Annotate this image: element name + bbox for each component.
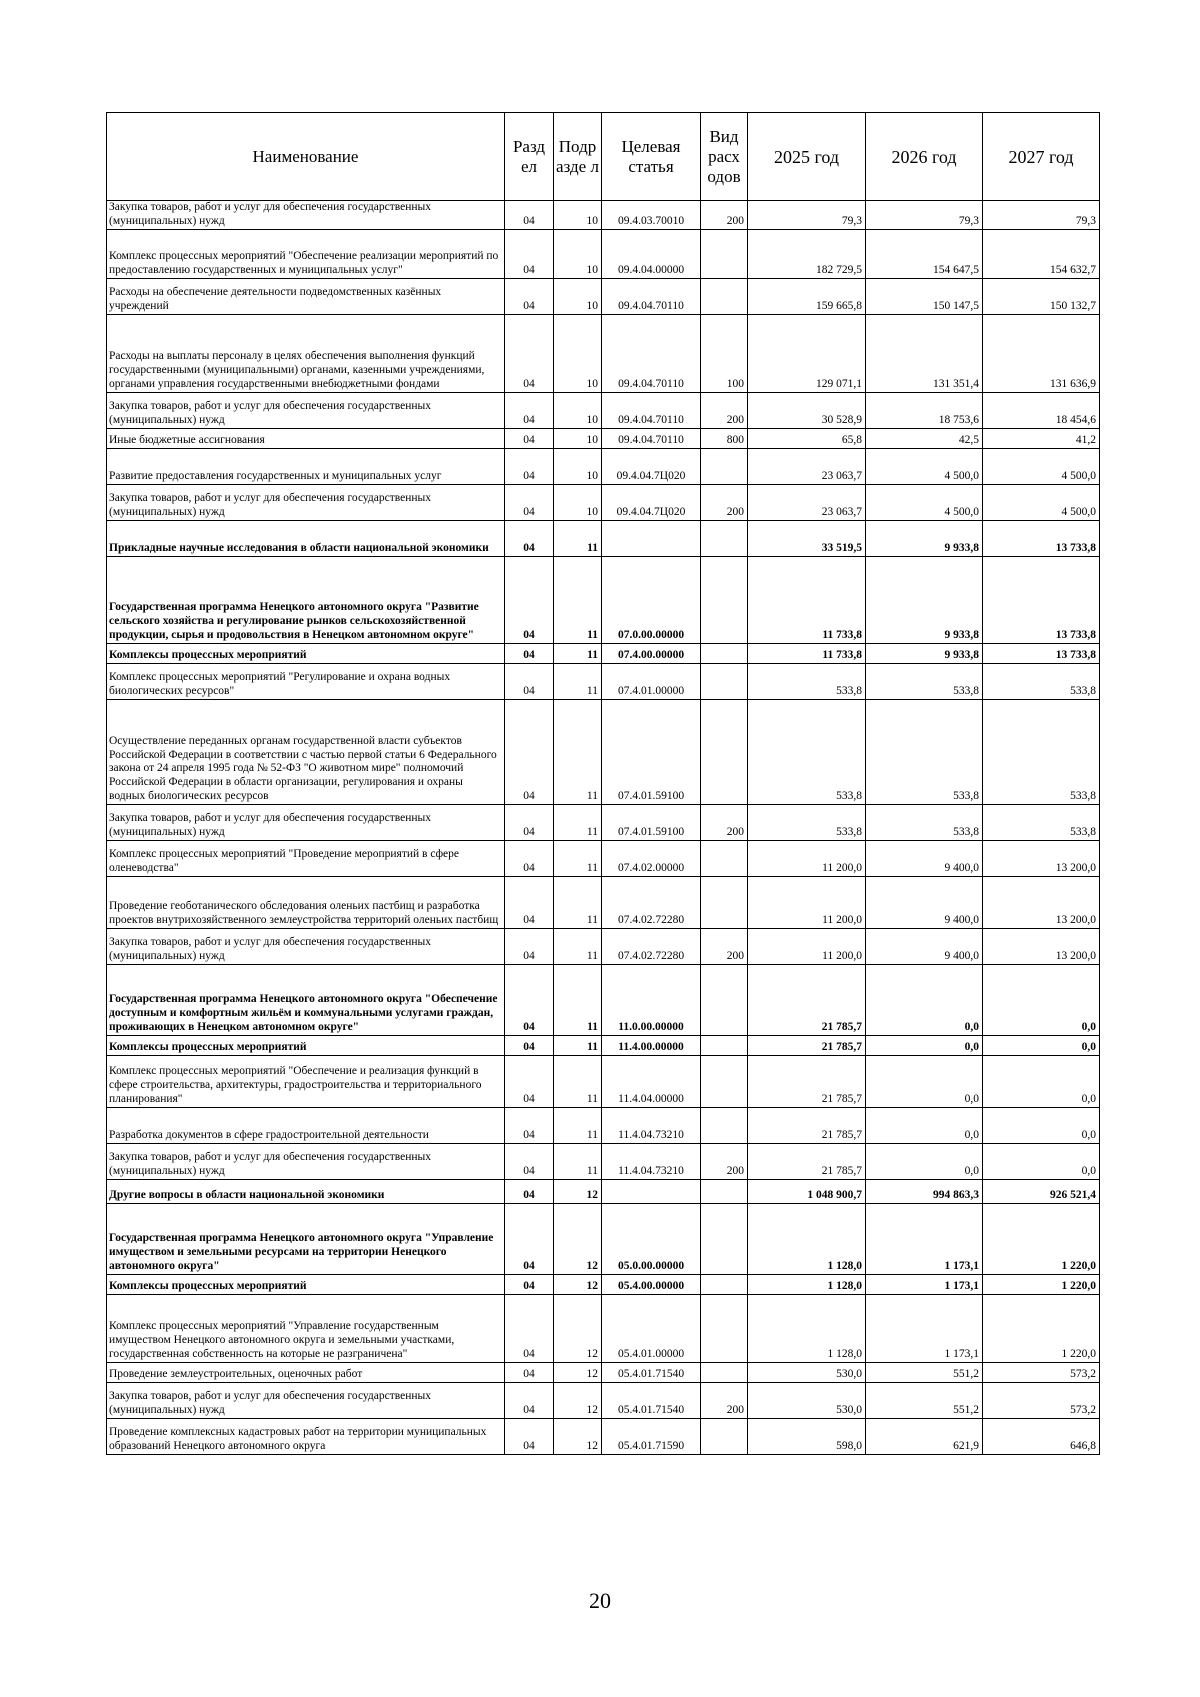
- cell-podrazdel: 11: [554, 557, 602, 644]
- cell-razdel: 04: [505, 485, 554, 521]
- cell-tselevaya-statya: 07.4.02.72280: [602, 877, 701, 929]
- table-row: [107, 429, 1100, 449]
- cell-vid-rashodov: 800: [701, 429, 748, 449]
- cell-razdel: 04: [505, 700, 554, 805]
- cell-podrazdel: 12: [554, 1204, 602, 1275]
- cell-vid-rashodov: [701, 965, 748, 1036]
- cell-2025: 79,3: [748, 201, 866, 230]
- cell-2025: 33 519,5: [748, 521, 866, 557]
- cell-2027: 13 200,0: [983, 841, 1100, 877]
- table-row: [107, 201, 1100, 230]
- cell-2025: 129 071,1: [748, 315, 866, 393]
- cell-2027: 13 200,0: [983, 929, 1100, 965]
- header-podrazdel: Подр азде л: [554, 113, 602, 201]
- cell-razdel: 04: [505, 929, 554, 965]
- cell-vid-rashodov: 100: [701, 315, 748, 393]
- cell-tselevaya-statya: 11.0.00.00000: [602, 965, 701, 1036]
- cell-2026: 551,2: [866, 1363, 983, 1383]
- cell-tselevaya-statya: 11.4.00.00000: [602, 1036, 701, 1056]
- cell-2027: 573,2: [983, 1383, 1100, 1419]
- cell-2025: 533,8: [748, 700, 866, 805]
- cell-2025: 182 729,5: [748, 230, 866, 279]
- cell-podrazdel: 10: [554, 315, 602, 393]
- cell-2026: 551,2: [866, 1383, 983, 1419]
- cell-name: Комплекс процессных мероприятий "Проведение мероприятий в сфере оленеводства": [107, 841, 505, 877]
- cell-vid-rashodov: [701, 841, 748, 877]
- cell-2027: 646,8: [983, 1419, 1100, 1455]
- cell-2027: 13 733,8: [983, 557, 1100, 644]
- cell-razdel: 04: [505, 965, 554, 1036]
- cell-vid-rashodov: [701, 521, 748, 557]
- cell-2027: 0,0: [983, 1056, 1100, 1108]
- table-row: [107, 1419, 1100, 1455]
- cell-podrazdel: 11: [554, 877, 602, 929]
- table-row: [107, 485, 1100, 521]
- cell-podrazdel: 11: [554, 700, 602, 805]
- cell-vid-rashodov: [701, 1419, 748, 1455]
- cell-2027: 79,3: [983, 201, 1100, 230]
- cell-2027: 131 636,9: [983, 315, 1100, 393]
- cell-podrazdel: 10: [554, 449, 602, 485]
- cell-razdel: 04: [505, 664, 554, 700]
- cell-2026: 533,8: [866, 700, 983, 805]
- cell-razdel: 04: [505, 1108, 554, 1144]
- cell-2025: 530,0: [748, 1363, 866, 1383]
- cell-razdel: 04: [505, 449, 554, 485]
- cell-podrazdel: 12: [554, 1180, 602, 1204]
- cell-vid-rashodov: 200: [701, 1383, 748, 1419]
- cell-tselevaya-statya: 05.4.01.71540: [602, 1363, 701, 1383]
- table-row: [107, 1144, 1100, 1180]
- header-razdel: Разд ел: [505, 113, 554, 201]
- cell-razdel: 04: [505, 429, 554, 449]
- cell-2025: 530,0: [748, 1383, 866, 1419]
- table-row: [107, 1180, 1100, 1204]
- cell-tselevaya-statya: 07.0.00.00000: [602, 557, 701, 644]
- cell-2025: 598,0: [748, 1419, 866, 1455]
- cell-2025: 159 665,8: [748, 279, 866, 315]
- cell-name: Государственная программа Ненецкого автономного округа "Обеспечение доступным и комфортным жильём и коммунальными услугами граждан, проживающих в Ненецком автономном округе": [107, 965, 505, 1036]
- cell-2026: 994 863,3: [866, 1180, 983, 1204]
- cell-vid-rashodov: [701, 557, 748, 644]
- cell-razdel: 04: [505, 1204, 554, 1275]
- cell-2027: 154 632,7: [983, 230, 1100, 279]
- cell-name: Проведение землеустроительных, оценочных работ: [107, 1363, 505, 1383]
- table-row: [107, 700, 1100, 805]
- cell-tselevaya-statya: 09.4.04.70110: [602, 279, 701, 315]
- cell-2026: 0,0: [866, 1144, 983, 1180]
- cell-2026: 1 173,1: [866, 1275, 983, 1295]
- cell-vid-rashodov: 200: [701, 485, 748, 521]
- cell-tselevaya-statya: 09.4.04.00000: [602, 230, 701, 279]
- cell-razdel: 04: [505, 230, 554, 279]
- cell-podrazdel: 12: [554, 1295, 602, 1363]
- cell-2027: 4 500,0: [983, 485, 1100, 521]
- table-row: [107, 1036, 1100, 1056]
- cell-vid-rashodov: [701, 1275, 748, 1295]
- cell-tselevaya-statya: 05.0.00.00000: [602, 1204, 701, 1275]
- cell-vid-rashodov: [701, 449, 748, 485]
- table-row: [107, 230, 1100, 279]
- cell-name: Комплекс процессных мероприятий "Управление государственным имуществом Ненецкого автономного округа и земельными участками, государственная собственность на которые не разграничена": [107, 1295, 505, 1363]
- cell-podrazdel: 11: [554, 644, 602, 664]
- cell-2027: 0,0: [983, 1108, 1100, 1144]
- cell-vid-rashodov: [701, 1180, 748, 1204]
- cell-vid-rashodov: [701, 644, 748, 664]
- table-row: [107, 1108, 1100, 1144]
- cell-2027: 13 200,0: [983, 877, 1100, 929]
- cell-name: Государственная программа Ненецкого автономного округа "Управление имуществом и земельными ресурсами на территории Ненецкого автономного округа": [107, 1204, 505, 1275]
- cell-2026: 0,0: [866, 1056, 983, 1108]
- cell-tselevaya-statya: 07.4.02.72280: [602, 929, 701, 965]
- table-row: [107, 521, 1100, 557]
- cell-razdel: 04: [505, 1275, 554, 1295]
- cell-2027: 573,2: [983, 1363, 1100, 1383]
- cell-2027: 13 733,8: [983, 521, 1100, 557]
- budget-table: [106, 112, 1100, 1455]
- cell-2026: 0,0: [866, 1108, 983, 1144]
- cell-podrazdel: 12: [554, 1363, 602, 1383]
- cell-razdel: 04: [505, 1363, 554, 1383]
- cell-2025: 11 733,8: [748, 557, 866, 644]
- cell-2025: 30 528,9: [748, 393, 866, 429]
- cell-2026: 0,0: [866, 965, 983, 1036]
- cell-podrazdel: 11: [554, 1108, 602, 1144]
- cell-name: Комплексы процессных мероприятий: [107, 1275, 505, 1295]
- table-row: [107, 449, 1100, 485]
- cell-podrazdel: 11: [554, 805, 602, 841]
- cell-name: Разработка документов в сфере градостроительной деятельности: [107, 1108, 505, 1144]
- table-row: [107, 1056, 1100, 1108]
- cell-2026: 0,0: [866, 1036, 983, 1056]
- cell-tselevaya-statya: 07.4.02.00000: [602, 841, 701, 877]
- cell-name: Закупка товаров, работ и услуг для обеспечения государственных (муниципальных) нужд: [107, 393, 505, 429]
- cell-vid-rashodov: [701, 279, 748, 315]
- cell-name: Проведение геоботанического обследования оленьих пастбищ и разработка проектов внутрихозяйственного землеустройства территорий оленьих пастбищ: [107, 877, 505, 929]
- cell-vid-rashodov: [701, 1363, 748, 1383]
- cell-2025: 533,8: [748, 664, 866, 700]
- cell-2026: 9 933,8: [866, 521, 983, 557]
- cell-name: Расходы на выплаты персоналу в целях обеспечения выполнения функций государственными (муниципальными) органами, казенными учреждениями, органами управления государственными внебюджетными фондами: [107, 315, 505, 393]
- cell-tselevaya-statya: 07.4.01.59100: [602, 805, 701, 841]
- cell-2026: 9 933,8: [866, 557, 983, 644]
- cell-tselevaya-statya: 07.4.01.59100: [602, 700, 701, 805]
- cell-name: Осуществление переданных органам государственной власти субъектов Российской Федерации в соответствии с частью первой статьи 6 Федерального закона от 24 апреля 1995 года № 52-ФЗ "О животном мире" полномочий Российской Федерации в области организации, регулирования и охраны водных биологических ресурсов: [107, 700, 505, 805]
- cell-2026: 9 400,0: [866, 929, 983, 965]
- cell-2025: 533,8: [748, 805, 866, 841]
- cell-name: Закупка товаров, работ и услуг для обеспечения государственных (муниципальных) нужд: [107, 805, 505, 841]
- cell-2027: 0,0: [983, 965, 1100, 1036]
- header-tselevaya-statya: Целевая статья: [602, 113, 701, 201]
- cell-2025: 11 200,0: [748, 929, 866, 965]
- cell-2027: 926 521,4: [983, 1180, 1100, 1204]
- cell-2027: 533,8: [983, 700, 1100, 805]
- cell-podrazdel: 10: [554, 279, 602, 315]
- cell-podrazdel: 11: [554, 841, 602, 877]
- cell-podrazdel: 11: [554, 1056, 602, 1108]
- cell-name: Комплекс процессных мероприятий "Регулирование и охрана водных биологических ресурсов": [107, 664, 505, 700]
- cell-2026: 9 400,0: [866, 841, 983, 877]
- cell-2025: 21 785,7: [748, 1056, 866, 1108]
- cell-2025: 1 128,0: [748, 1295, 866, 1363]
- cell-vid-rashodov: [701, 700, 748, 805]
- cell-razdel: 04: [505, 1419, 554, 1455]
- cell-tselevaya-statya: 05.4.01.71540: [602, 1383, 701, 1419]
- cell-2026: 533,8: [866, 805, 983, 841]
- cell-2026: 131 351,4: [866, 315, 983, 393]
- header-vid-rashodov: Вид расх одов: [701, 113, 748, 201]
- cell-2027: 150 132,7: [983, 279, 1100, 315]
- cell-2027: 0,0: [983, 1036, 1100, 1056]
- table-row: [107, 841, 1100, 877]
- cell-podrazdel: 11: [554, 521, 602, 557]
- cell-tselevaya-statya: 09.4.04.7Ц020: [602, 449, 701, 485]
- cell-razdel: 04: [505, 1295, 554, 1363]
- cell-tselevaya-statya: 07.4.01.00000: [602, 664, 701, 700]
- cell-2027: 1 220,0: [983, 1295, 1100, 1363]
- cell-name: Комплексы процессных мероприятий: [107, 644, 505, 664]
- header-2025: 2025 год: [748, 113, 866, 201]
- cell-vid-rashodov: 200: [701, 805, 748, 841]
- cell-2025: 21 785,7: [748, 1036, 866, 1056]
- cell-2027: 18 454,6: [983, 393, 1100, 429]
- table-row: [107, 805, 1100, 841]
- table-row: [107, 1383, 1100, 1419]
- cell-razdel: 04: [505, 1144, 554, 1180]
- cell-razdel: 04: [505, 521, 554, 557]
- cell-podrazdel: 10: [554, 201, 602, 230]
- cell-podrazdel: 12: [554, 1275, 602, 1295]
- cell-podrazdel: 12: [554, 1383, 602, 1419]
- cell-tselevaya-statya: 09.4.04.70110: [602, 315, 701, 393]
- cell-name: Закупка товаров, работ и услуг для обеспечения государственных (муниципальных) нужд: [107, 1383, 505, 1419]
- cell-2027: 533,8: [983, 805, 1100, 841]
- cell-razdel: 04: [505, 1036, 554, 1056]
- cell-razdel: 04: [505, 279, 554, 315]
- cell-tselevaya-statya: 09.4.04.70110: [602, 393, 701, 429]
- cell-2027: 1 220,0: [983, 1275, 1100, 1295]
- cell-podrazdel: 10: [554, 230, 602, 279]
- cell-vid-rashodov: 200: [701, 201, 748, 230]
- cell-2026: 1 173,1: [866, 1204, 983, 1275]
- cell-2026: 18 753,6: [866, 393, 983, 429]
- cell-2026: 150 147,5: [866, 279, 983, 315]
- cell-tselevaya-statya: 05.4.00.00000: [602, 1275, 701, 1295]
- table-row: [107, 1204, 1100, 1275]
- cell-2025: 11 200,0: [748, 841, 866, 877]
- cell-name: Комплекс процессных мероприятий "Обеспечение и реализация функций в сфере строительства, архитектуры, градостроительства и территориального планирования": [107, 1056, 505, 1108]
- cell-tselevaya-statya: 09.4.03.70010: [602, 201, 701, 230]
- cell-podrazdel: 10: [554, 393, 602, 429]
- cell-name: Комплексы процессных мероприятий: [107, 1036, 505, 1056]
- cell-name: Прикладные научные исследования в области национальной экономики: [107, 521, 505, 557]
- table-body: [107, 201, 1100, 1455]
- cell-2026: 4 500,0: [866, 449, 983, 485]
- cell-vid-rashodov: 200: [701, 393, 748, 429]
- table-row: [107, 279, 1100, 315]
- cell-2026: 79,3: [866, 201, 983, 230]
- cell-vid-rashodov: [701, 1295, 748, 1363]
- cell-2025: 11 200,0: [748, 877, 866, 929]
- cell-name: Закупка товаров, работ и услуг для обеспечения государственных (муниципальных) нужд: [107, 485, 505, 521]
- cell-name: Иные бюджетные ассигнования: [107, 429, 505, 449]
- cell-podrazdel: 11: [554, 929, 602, 965]
- cell-2026: 154 647,5: [866, 230, 983, 279]
- table-row: [107, 644, 1100, 664]
- cell-razdel: 04: [505, 315, 554, 393]
- cell-tselevaya-statya: 09.4.04.70110: [602, 429, 701, 449]
- table-row: [107, 965, 1100, 1036]
- cell-2026: 42,5: [866, 429, 983, 449]
- cell-vid-rashodov: [701, 664, 748, 700]
- cell-vid-rashodov: [701, 230, 748, 279]
- table-row: [107, 1363, 1100, 1383]
- cell-name: Закупка товаров, работ и услуг для обеспечения государственных (муниципальных) нужд: [107, 201, 505, 230]
- cell-tselevaya-statya: 11.4.04.73210: [602, 1144, 701, 1180]
- cell-2026: 1 173,1: [866, 1295, 983, 1363]
- cell-2026: 621,9: [866, 1419, 983, 1455]
- cell-podrazdel: 11: [554, 664, 602, 700]
- cell-2025: 21 785,7: [748, 1144, 866, 1180]
- cell-2026: 9 933,8: [866, 644, 983, 664]
- cell-name: Государственная программа Ненецкого автономного округа "Развитие сельского хозяйства и регулирование рынков сельскохозяйственной продукции, сырья и продовольствия в Ненецком автономном округе": [107, 557, 505, 644]
- cell-razdel: 04: [505, 805, 554, 841]
- cell-razdel: 04: [505, 644, 554, 664]
- cell-name: Комплекс процессных мероприятий "Обеспечение реализации мероприятий по предоставлению государственных и муниципальных услуг": [107, 230, 505, 279]
- cell-name: Расходы на обеспечение деятельности подведомственных казённых учреждений: [107, 279, 505, 315]
- table-row: [107, 877, 1100, 929]
- cell-2027: 533,8: [983, 664, 1100, 700]
- table-row: [107, 1295, 1100, 1363]
- cell-podrazdel: 10: [554, 429, 602, 449]
- cell-2025: 21 785,7: [748, 965, 866, 1036]
- cell-2025: 21 785,7: [748, 1108, 866, 1144]
- cell-tselevaya-statya: 05.4.01.71590: [602, 1419, 701, 1455]
- cell-vid-rashodov: 200: [701, 1144, 748, 1180]
- cell-tselevaya-statya: 09.4.04.7Ц020: [602, 485, 701, 521]
- table-row: [107, 1275, 1100, 1295]
- cell-2025: 1 048 900,7: [748, 1180, 866, 1204]
- cell-razdel: 04: [505, 1056, 554, 1108]
- cell-razdel: 04: [505, 841, 554, 877]
- page-number: 20: [589, 1588, 611, 1613]
- cell-tselevaya-statya: 11.4.04.00000: [602, 1056, 701, 1108]
- cell-2027: 41,2: [983, 429, 1100, 449]
- cell-2027: 0,0: [983, 1144, 1100, 1180]
- cell-name: Развитие предоставления государственных и муниципальных услуг: [107, 449, 505, 485]
- cell-podrazdel: 11: [554, 1036, 602, 1056]
- cell-tselevaya-statya: 07.4.00.00000: [602, 644, 701, 664]
- table-row: [107, 557, 1100, 644]
- cell-2025: 1 128,0: [748, 1275, 866, 1295]
- header-name: Наименование: [107, 113, 505, 201]
- cell-2027: 1 220,0: [983, 1204, 1100, 1275]
- cell-podrazdel: 10: [554, 485, 602, 521]
- cell-razdel: 04: [505, 557, 554, 644]
- cell-2025: 23 063,7: [748, 485, 866, 521]
- cell-2026: 533,8: [866, 664, 983, 700]
- table-row: [107, 664, 1100, 700]
- cell-podrazdel: 12: [554, 1419, 602, 1455]
- cell-vid-rashodov: [701, 1108, 748, 1144]
- cell-2025: 1 128,0: [748, 1204, 866, 1275]
- cell-vid-rashodov: [701, 1036, 748, 1056]
- cell-name: Проведение комплексных кадастровых работ на территории муниципальных образований Ненецкого автономного округа: [107, 1419, 505, 1455]
- cell-podrazdel: 11: [554, 965, 602, 1036]
- table-row: [107, 929, 1100, 965]
- cell-2025: 11 733,8: [748, 644, 866, 664]
- cell-vid-rashodov: [701, 1204, 748, 1275]
- table-row: [107, 315, 1100, 393]
- header-2026: 2026 год: [866, 113, 983, 201]
- cell-2027: 4 500,0: [983, 449, 1100, 485]
- cell-vid-rashodov: [701, 877, 748, 929]
- cell-tselevaya-statya: [602, 1180, 701, 1204]
- cell-razdel: 04: [505, 201, 554, 230]
- header-row: [107, 113, 1100, 201]
- header-2027: 2027 год: [983, 113, 1100, 201]
- cell-razdel: 04: [505, 393, 554, 429]
- cell-tselevaya-statya: 11.4.04.73210: [602, 1108, 701, 1144]
- cell-razdel: 04: [505, 1180, 554, 1204]
- cell-podrazdel: 11: [554, 1144, 602, 1180]
- cell-2025: 23 063,7: [748, 449, 866, 485]
- cell-vid-rashodov: 200: [701, 929, 748, 965]
- cell-name: Закупка товаров, работ и услуг для обеспечения государственных (муниципальных) нужд: [107, 929, 505, 965]
- cell-tselevaya-statya: [602, 521, 701, 557]
- cell-name: Закупка товаров, работ и услуг для обеспечения государственных (муниципальных) нужд: [107, 1144, 505, 1180]
- cell-2026: 4 500,0: [866, 485, 983, 521]
- cell-tselevaya-statya: 05.4.01.00000: [602, 1295, 701, 1363]
- cell-razdel: 04: [505, 1383, 554, 1419]
- table-row: [107, 393, 1100, 429]
- cell-2025: 65,8: [748, 429, 866, 449]
- cell-razdel: 04: [505, 877, 554, 929]
- cell-name: Другие вопросы в области национальной экономики: [107, 1180, 505, 1204]
- cell-2026: 9 400,0: [866, 877, 983, 929]
- cell-2027: 13 733,8: [983, 644, 1100, 664]
- cell-vid-rashodov: [701, 1056, 748, 1108]
